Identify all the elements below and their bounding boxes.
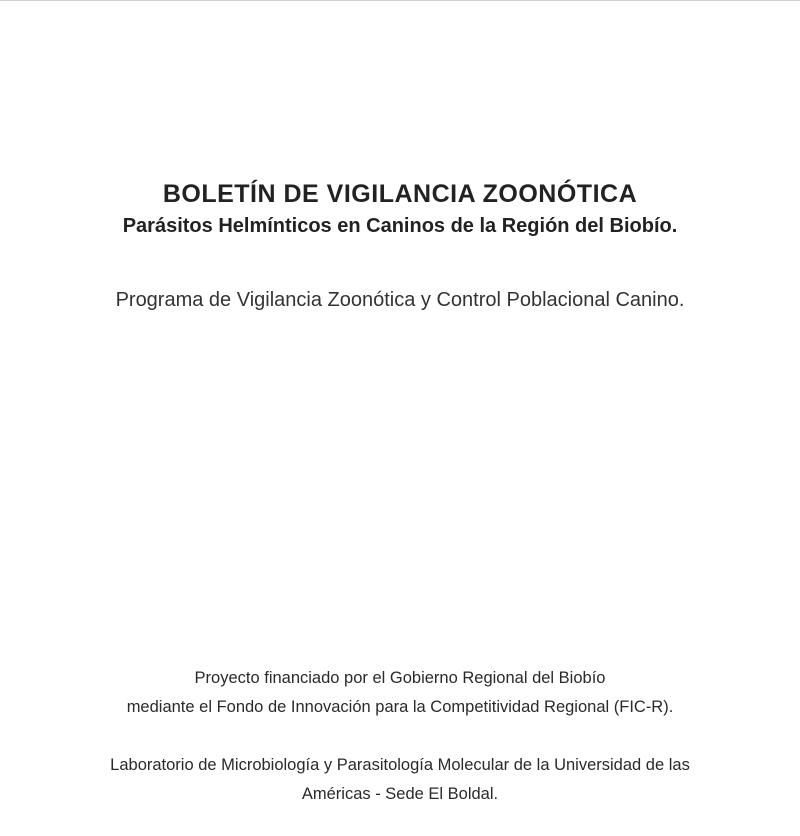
program-name: Programa de Vigilancia Zoonótica y Control Poblacional Canino. [115,289,685,311]
funding-line-1: Proyecto financiado por el Gobierno Regional del Biobío [194,669,606,687]
laboratory-line-1: Laboratorio de Microbiología y Parasitología Molecular de la Universidad de las [110,756,690,774]
funding-line-2: mediante el Fondo de Innovación para la Competitividad Regional (FIC-R). [126,698,674,716]
funding-statement [50,664,750,722]
laboratory-statement [50,751,750,809]
document-title: BOLETÍN DE VIGILANCIA ZOONÓTICA [162,180,638,208]
document-subtitle: Parásitos Helmínticos en Caninos de la Región del Biobío. [122,215,678,237]
laboratory-line-2: Américas - Sede El Boldal. [301,785,499,803]
top-divider [0,0,800,1]
